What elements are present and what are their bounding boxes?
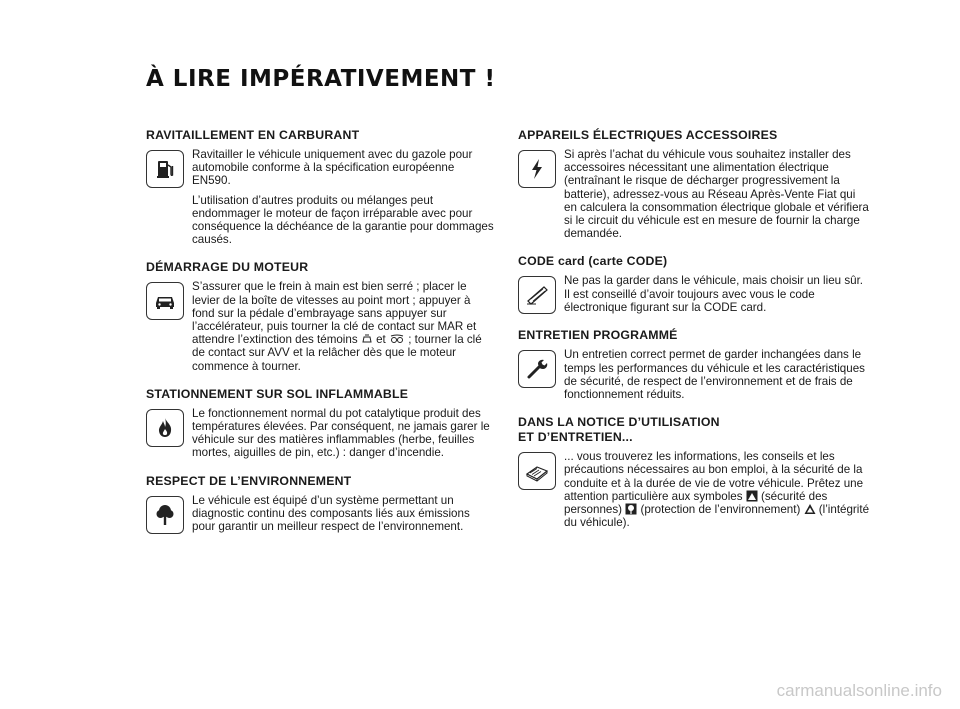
- section-heading: STATIONNEMENT SUR SOL INFLAMMABLE: [146, 386, 409, 401]
- book-icon: [518, 452, 556, 490]
- fuel-text-1: Ravitailler le véhicule uniquement avec du gazole pour automobile conforme à la spécification européenne EN590.: [192, 148, 473, 188]
- section-fuel: [146, 128, 496, 246]
- environment-protection-icon: [625, 503, 637, 515]
- manual-text: ... vous trouverez les informations, les conseils et les précautions nécessaires au bon emploi, à la sécurité de la conduite et à la durée de vie de votre véhicule. Prêtez une attention particulière aux symboles (sécurité des personnes) (protection de l’environnement) (l’intégrité du véhicule).: [564, 450, 870, 530]
- page-title: À LIRE IMPÉRATIVEMENT !: [146, 66, 496, 92]
- maintenance-text: Un entretien correct permet de garder inchangées dans le temps les performances du véhicule et les caractéristiques de sécurité, de respect de l’environnement et de frais de fonctionnement réduits.: [564, 348, 865, 402]
- fuel-text-2: L’utilisation d’autres produits ou mélanges peut endommager le moteur de façon irréparable avec pour conséquence la déchéance de la garantie pour dommages causés.: [192, 193, 494, 247]
- vehicle-integrity-icon: [804, 503, 816, 515]
- watermark: carmanualsonline.info: [776, 681, 942, 700]
- start-text: S’assurer que le frein à main est bien serré ; placer le levier de la boîte de vitesses au point mort ; appuyer à fond sur la pédale d’embrayage sans appuyer sur l’accélérateur, puis tourner la clé de contact sur MAR et attendre l’extinction des témoins et ; tourner la clé de contact sur AVV et la relâcher dès que le moteur commence à tourner.: [192, 280, 482, 373]
- section-heading: ENTRETIEN PROGRAMMÉ: [518, 328, 678, 343]
- person-safety-icon: [746, 490, 758, 502]
- code-text-2: Il est conseillé d’avoir toujours avec vous le code électronique figurant sur la CODE card.: [564, 287, 815, 314]
- section-parking: [146, 387, 496, 460]
- section-electrical: [518, 128, 870, 240]
- section-start: [146, 260, 496, 372]
- section-heading: CODE card (carte CODE): [518, 254, 668, 269]
- section-manual: [518, 415, 870, 529]
- warning-light-icon: [361, 333, 373, 345]
- section-heading: APPAREILS ÉLECTRIQUES ACCESSOIRES: [518, 128, 778, 142]
- lightning-icon: [518, 150, 556, 188]
- wrench-icon: [518, 350, 556, 388]
- right-column: [518, 128, 870, 543]
- parking-text: Le fonctionnement normal du pot catalytique produit des températures élevées. Par conséquent, ne jamais garer le véhicule sur des matières inflammables (herbe, feuilles mortes, aiguilles de pin, etc.) : danger d’incendie.: [192, 406, 490, 460]
- section-environment: [146, 474, 496, 534]
- section-heading: RESPECT DE L’ENVIRONNEMENT: [146, 473, 352, 488]
- code-card-icon: [518, 276, 556, 314]
- section-heading: DÉMARRAGE DU MOTEUR: [146, 260, 309, 275]
- fuel-pump-icon: [146, 150, 184, 188]
- car-icon: [146, 282, 184, 320]
- section-heading: DANS LA NOTICE D’UTILISATION ET D’ENTRETIEN...: [518, 415, 720, 445]
- section-maintenance: [518, 328, 870, 401]
- glow-plug-icon: [389, 333, 405, 345]
- section-code: [518, 254, 870, 314]
- tree-icon: [146, 496, 184, 534]
- code-text-1: Ne pas la garder dans le véhicule, mais choisir un lieu sûr.: [564, 274, 864, 288]
- electrical-text: Si après l’achat du véhicule vous souhaitez installer des accessoires nécessitant une alimentation électrique (entraînant le risque de décharger progressivement la batterie), adressez-vous au Réseau Après-Vente Fiat qui en calculera la consommation électrique globale et vérifiera si le circuit du véhicule est en mesure de fournir la charge demandée.: [564, 148, 869, 241]
- left-column: [146, 128, 496, 548]
- flame-icon: [146, 409, 184, 447]
- environment-text: Le véhicule est équipé d’un système permettant un diagnostic continu des composants liés aux émissions pour garantir un meilleur respect de l’environnement.: [192, 493, 470, 534]
- section-heading: RAVITAILLEMENT EN CARBURANT: [146, 128, 360, 142]
